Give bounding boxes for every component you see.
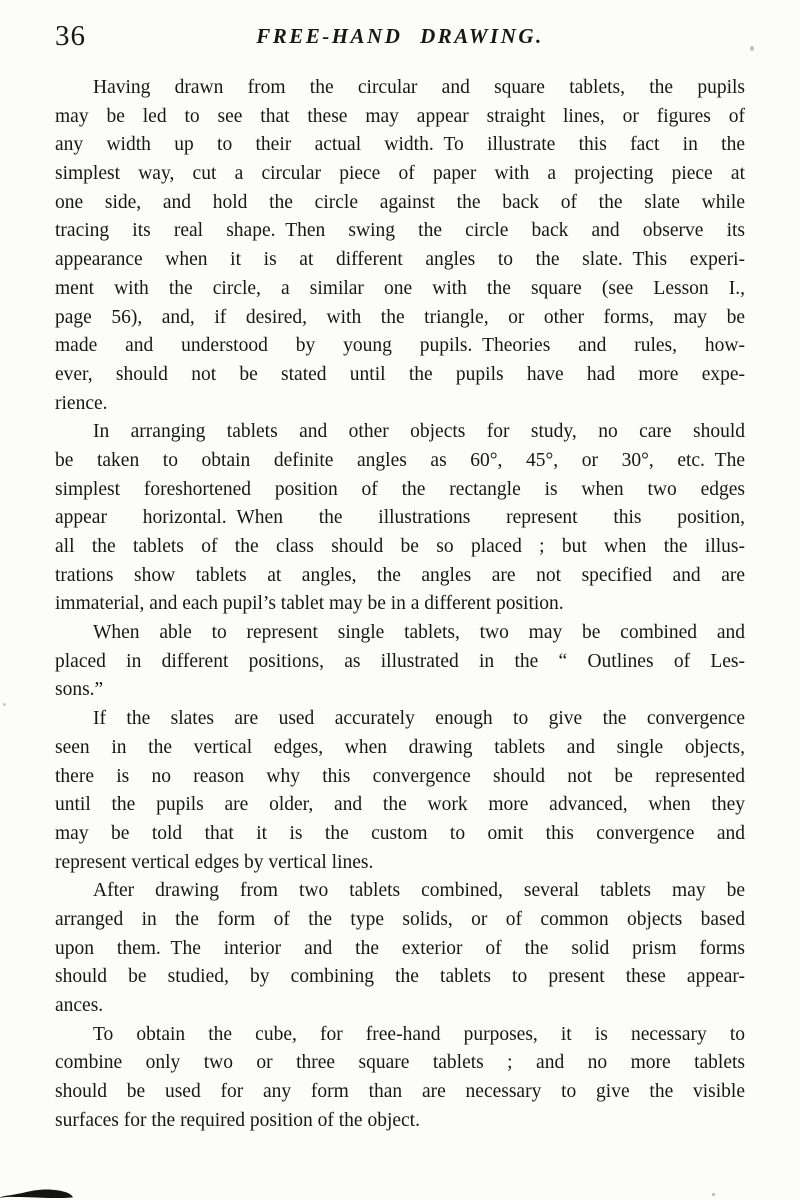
text-line: should be studied, by combining the tablets to present these appear- bbox=[55, 966, 745, 988]
scan-speck bbox=[3, 703, 6, 706]
text-line: may be led to see that these may appear straight lines, or figures of bbox=[55, 105, 745, 127]
text-line: should be used for any form than are necessary to give the visible bbox=[55, 1081, 745, 1103]
page-header bbox=[55, 18, 745, 58]
page-number: 36 bbox=[55, 20, 86, 52]
text-line: placed in different positions, as illustrated in the “ Outlines of Les- bbox=[55, 650, 745, 672]
text-line: one side, and hold the circle against the back of the slate while bbox=[55, 191, 745, 213]
paragraph bbox=[55, 619, 745, 705]
text-line: appearance when it is at different angles to the slate. This experi- bbox=[55, 249, 745, 271]
text-line: there is no reason why this convergence should not be represented bbox=[55, 765, 745, 787]
text-line: rience. bbox=[55, 392, 108, 414]
scan-speck bbox=[750, 46, 754, 51]
text-line: seen in the vertical edges, when drawing tablets and single objects, bbox=[55, 736, 745, 758]
text-line: surfaces for the required position of the object. bbox=[55, 1109, 420, 1131]
text-line: made and understood by young pupils. Theories and rules, how- bbox=[55, 335, 745, 357]
text-line: represent vertical edges by vertical lines. bbox=[55, 851, 374, 873]
text-line: To obtain the cube, for free-hand purposes, it is necessary to bbox=[93, 1023, 745, 1045]
ink-blot-artifact bbox=[0, 1184, 80, 1200]
text-line: until the pupils are older, and the work more advanced, when they bbox=[55, 794, 745, 816]
running-title: FREE-HAND DRAWING. bbox=[256, 24, 544, 48]
text-line: all the tablets of the class should be so placed ; but when the illus- bbox=[55, 536, 745, 557]
text-line: any width up to their actual width. To illustrate this fact in the bbox=[55, 134, 745, 156]
text-line: ment with the circle, a similar one with the square (see Lesson I., bbox=[55, 277, 745, 299]
scan-speck bbox=[712, 1193, 715, 1196]
text-line: In arranging tablets and other objects for study, no care should bbox=[93, 421, 745, 443]
text-line: upon them. The interior and the exterior of the solid prism forms bbox=[55, 937, 745, 959]
paragraph bbox=[55, 418, 745, 619]
text-line: If the slates are used accurately enough to give the convergence bbox=[93, 708, 745, 730]
text-line: ever, should not be stated until the pupils have had more expe- bbox=[55, 363, 745, 385]
text-line: simplest way, cut a circular piece of paper with a projecting piece at bbox=[55, 163, 745, 185]
paragraph bbox=[55, 1021, 745, 1136]
text-line: arranged in the form of the type solids, or of common objects based bbox=[55, 908, 745, 930]
text-line: appear horizontal. When the illustrations represent this position, bbox=[55, 507, 745, 529]
text-line: be taken to obtain definite angles as 60°, 45°, or 30°, etc. The bbox=[55, 449, 745, 471]
text-line: simplest foreshortened position of the rectangle is when two edges bbox=[55, 478, 745, 500]
text-line: ances. bbox=[55, 995, 104, 1016]
text-line: may be told that it is the custom to omit this convergence and bbox=[55, 822, 745, 844]
text-line: trations show tablets at angles, the angles are not specified and are bbox=[55, 564, 745, 586]
text-line: tracing its real shape. Then swing the circle back and observe its bbox=[55, 220, 745, 242]
text-line: page 56), and, if desired, with the triangle, or other forms, may be bbox=[55, 306, 745, 328]
text-line: When able to represent single tablets, two may be combined and bbox=[93, 622, 745, 644]
paragraph bbox=[55, 74, 745, 418]
text-line: combine only two or three square tablets ; and no more tablets bbox=[55, 1052, 745, 1074]
paragraph bbox=[55, 877, 745, 1020]
text-line: immaterial, and each pupil’s tablet may be in a different position. bbox=[55, 593, 564, 615]
text-line: sons.” bbox=[55, 679, 104, 701]
body-text bbox=[55, 74, 745, 1135]
text-line: After drawing from two tablets combined, several tablets may be bbox=[93, 880, 745, 902]
paragraph bbox=[55, 705, 745, 877]
text-line: Having drawn from the circular and square tablets, the pupils bbox=[93, 77, 745, 98]
